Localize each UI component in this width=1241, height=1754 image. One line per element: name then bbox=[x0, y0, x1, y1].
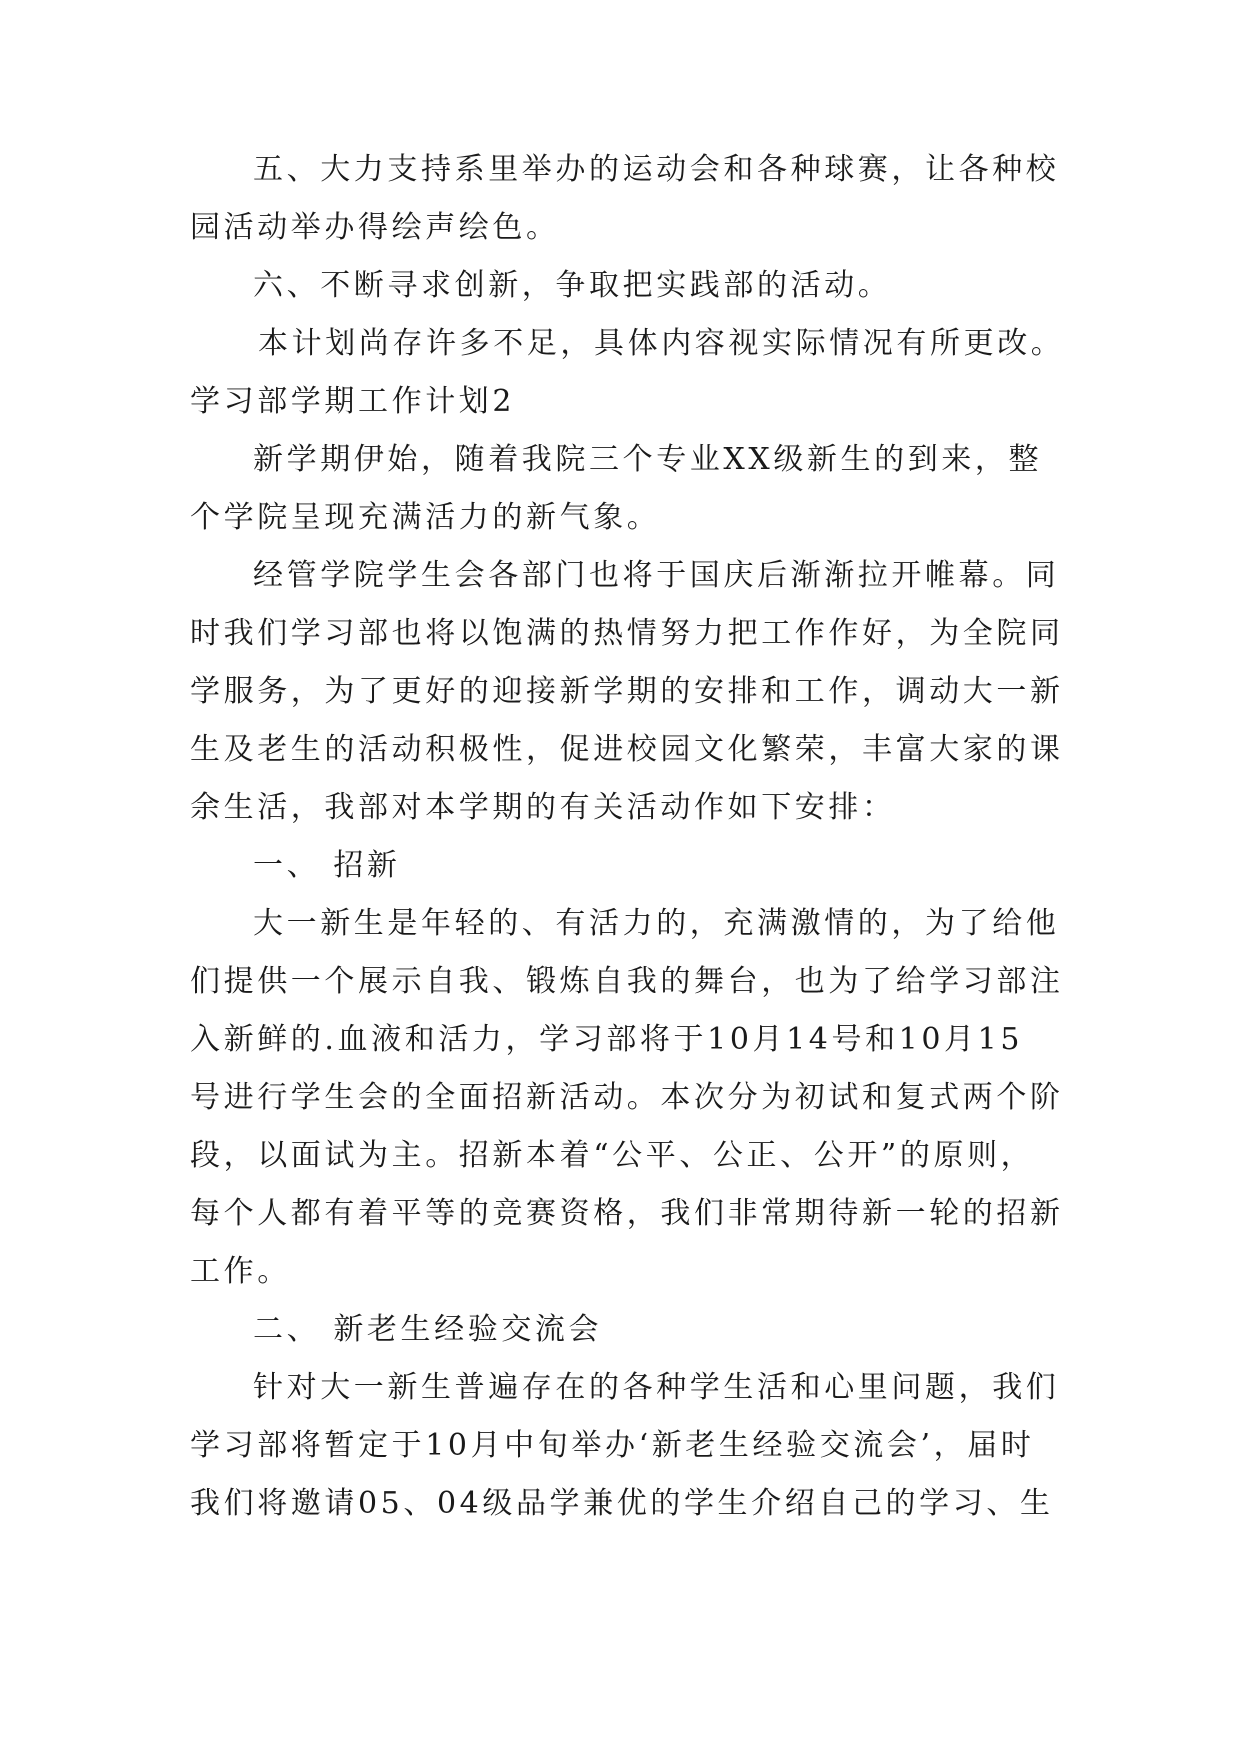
paragraph-line: 时我们学习部也将以饱满的热情努力把工作作好，为全院同 bbox=[190, 616, 1064, 651]
paragraph-line: 段，以面试为主。招新本着“公平、公正、公开”的原则， bbox=[190, 1138, 1035, 1173]
paragraph-line: 我们将邀请05、04级品学兼优的学生介绍自己的学习、生 bbox=[190, 1486, 1054, 1521]
paragraph-line: 经管学院学生会各部门也将于国庆后渐渐拉开帷幕。同 bbox=[253, 558, 1060, 593]
section-heading: 学习部学期工作计划2 bbox=[190, 384, 516, 419]
paragraph-line: 号进行学生会的全面招新活动。本次分为初试和复式两个阶 bbox=[190, 1080, 1064, 1115]
paragraph-line: 们提供一个展示自我、锻炼自我的舞台，也为了给学习部注 bbox=[190, 964, 1064, 999]
list-heading: 一、 招新 bbox=[253, 848, 401, 883]
paragraph-line: 每个人都有着平等的竞赛资格，我们非常期待新一轮的招新 bbox=[190, 1196, 1064, 1231]
paragraph-line: 新学期伊始，随着我院三个专业XX级新生的到来，整 bbox=[253, 442, 1043, 477]
paragraph-line: 五、大力支持系里举办的运动会和各种球赛，让各种校 bbox=[253, 152, 1060, 187]
paragraph-line: 工作。 bbox=[190, 1254, 291, 1289]
paragraph-line: 针对大一新生普遍存在的各种学生活和心里问题，我们 bbox=[253, 1370, 1060, 1405]
paragraph-line: 本计划尚存许多不足，具体内容视实际情况有所更改。 bbox=[258, 326, 1065, 361]
list-heading: 二、 新老生经验交流会 bbox=[253, 1312, 603, 1347]
paragraph-line: 学习部将暂定于10月中旬举办‘新老生经验交流会’，届时 bbox=[190, 1428, 1035, 1463]
paragraph-line: 生及老生的活动积极性，促进校园文化繁荣，丰富大家的课 bbox=[190, 732, 1064, 767]
paragraph-line: 园活动举办得绘声绘色。 bbox=[190, 210, 560, 245]
paragraph-line: 个学院呈现充满活力的新气象。 bbox=[190, 500, 661, 535]
paragraph-line: 余生活，我部对本学期的有关活动作如下安排： bbox=[190, 790, 896, 825]
paragraph-line: 六、不断寻求创新，争取把实践部的活动。 bbox=[253, 268, 892, 303]
paragraph-line: 大一新生是年轻的、有活力的，充满激情的，为了给他 bbox=[253, 906, 1060, 941]
paragraph-line: 入新鲜的.血液和活力，学习部将于10月14号和10月15 bbox=[190, 1022, 1024, 1057]
paragraph-line: 学服务，为了更好的迎接新学期的安排和工作，调动大一新 bbox=[190, 674, 1064, 709]
